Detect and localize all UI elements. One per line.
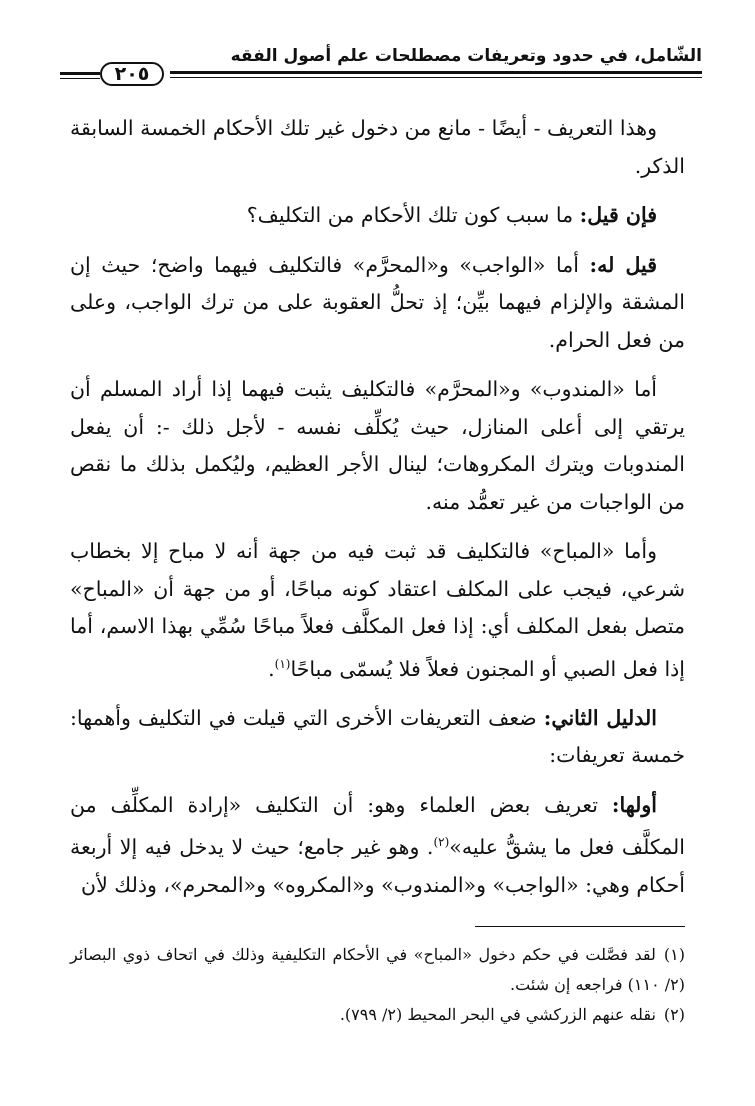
paragraph-text: وأما «المباح» فالتكليف قد ثبت فيه من جهة أنه لا مباح إلا بخطاب شرعي، فيجب على المكلف اعتقاد كونه مباحًا، أو من جهة أن «المباح» متصل بفعل المكلف أي: إذا فعل المكلَّف فعلاً مباحًا سُمِّي بهذا الاسم، أما إذا فعل الصبي أو المجنون فعلاً فلا يُسمّى مباحًا <box>70 539 685 681</box>
paragraph: وهذا التعريف - أيضًا - مانع من دخول غير تلك الأحكام الخمسة السابقة الذكر. <box>70 116 685 178</box>
footnote <box>70 940 685 1000</box>
paragraph <box>70 533 685 688</box>
paragraph-lead: الدليل الثاني: <box>543 705 657 730</box>
paragraph-text: تعريف بعض العلماء وهو: أن التكليف «إرادة المكلِّف من المكلَّف فعل ما يشقُّ عليه» <box>70 792 685 860</box>
paragraph-text: ضعف التعريفات الأخرى التي قيلت في التكليف وأهمها: خمسة تعريفات: <box>70 705 685 768</box>
footnote-ref[interactable]: (١) <box>274 656 291 671</box>
paragraph-end: . <box>268 656 275 681</box>
paragraph <box>70 247 685 360</box>
header-rule <box>170 71 702 74</box>
paragraph <box>70 787 685 904</box>
header-rule-left-thin <box>60 78 100 79</box>
paragraph-lead: أولها: <box>611 792 657 817</box>
page-number-badge: ٢٠٥ <box>100 62 164 86</box>
paragraph-lead: فإن قيل: <box>579 203 657 227</box>
paragraph-text: ما سبب كون تلك الأحكام من التكليف؟ <box>246 203 580 227</box>
footnote-text: لقد فصَّلت في حكم دخول «المباح» في الأحكام التكليفية وذلك في اتحاف ذوي البصائر (٢/ ١١٠) فراجعه إن شئت. <box>70 945 685 994</box>
main-text <box>70 110 685 916</box>
header-rule-left <box>60 72 100 75</box>
footnote-number: (٢) <box>663 1005 685 1024</box>
paragraph-lead: قيل له: <box>589 252 658 277</box>
paragraph: أما «المندوب» و«المحرَّم» فالتكليف يثبت فيهما إذا أراد المسلم أن يرتقي إلى أعلى المنازل، حيث يُكلِّف نفسه - لأجل ذلك -: أن يفعل المندوبات ويترك المكروهات؛ لينال الأجر العظيم، وليُكمل بذلك ما نقص من الواجبات من غير تعمُّد منه. <box>70 377 685 514</box>
paragraph <box>70 197 685 235</box>
paragraph <box>70 700 685 775</box>
header-rule-thin <box>170 77 702 78</box>
footnote-number: (١) <box>663 945 685 964</box>
footnote <box>70 1000 685 1030</box>
footnote-ref[interactable]: (٢) <box>433 835 450 850</box>
footnote-separator <box>475 926 685 927</box>
footnotes <box>70 940 685 1030</box>
paragraph-text: أما «الواجب» و«المحرَّم» فالتكليف فيهما واضح؛ حيث إن المشقة والإلزام فيهما بيِّن؛ إذ تحلُّ العقوبة على من ترك الواجب، وعلى من فعل الحرام. <box>70 252 685 352</box>
page-header <box>60 40 702 86</box>
running-title: الشّامل، في حدود وتعريفات مصطلحات علم أصول الفقه <box>230 46 702 66</box>
footnote-text: نقله عنهم الزركشي في البحر المحيط (٢/ ٧٩٩). <box>339 1005 656 1024</box>
paragraph-text: . وهو غير جامع؛ حيث لا يدخل فيه إلا أربعة أحكام وهي: «الواجب» و«المندوب» و«المكروه» و«المحرم»، وذلك لأن <box>70 835 685 897</box>
